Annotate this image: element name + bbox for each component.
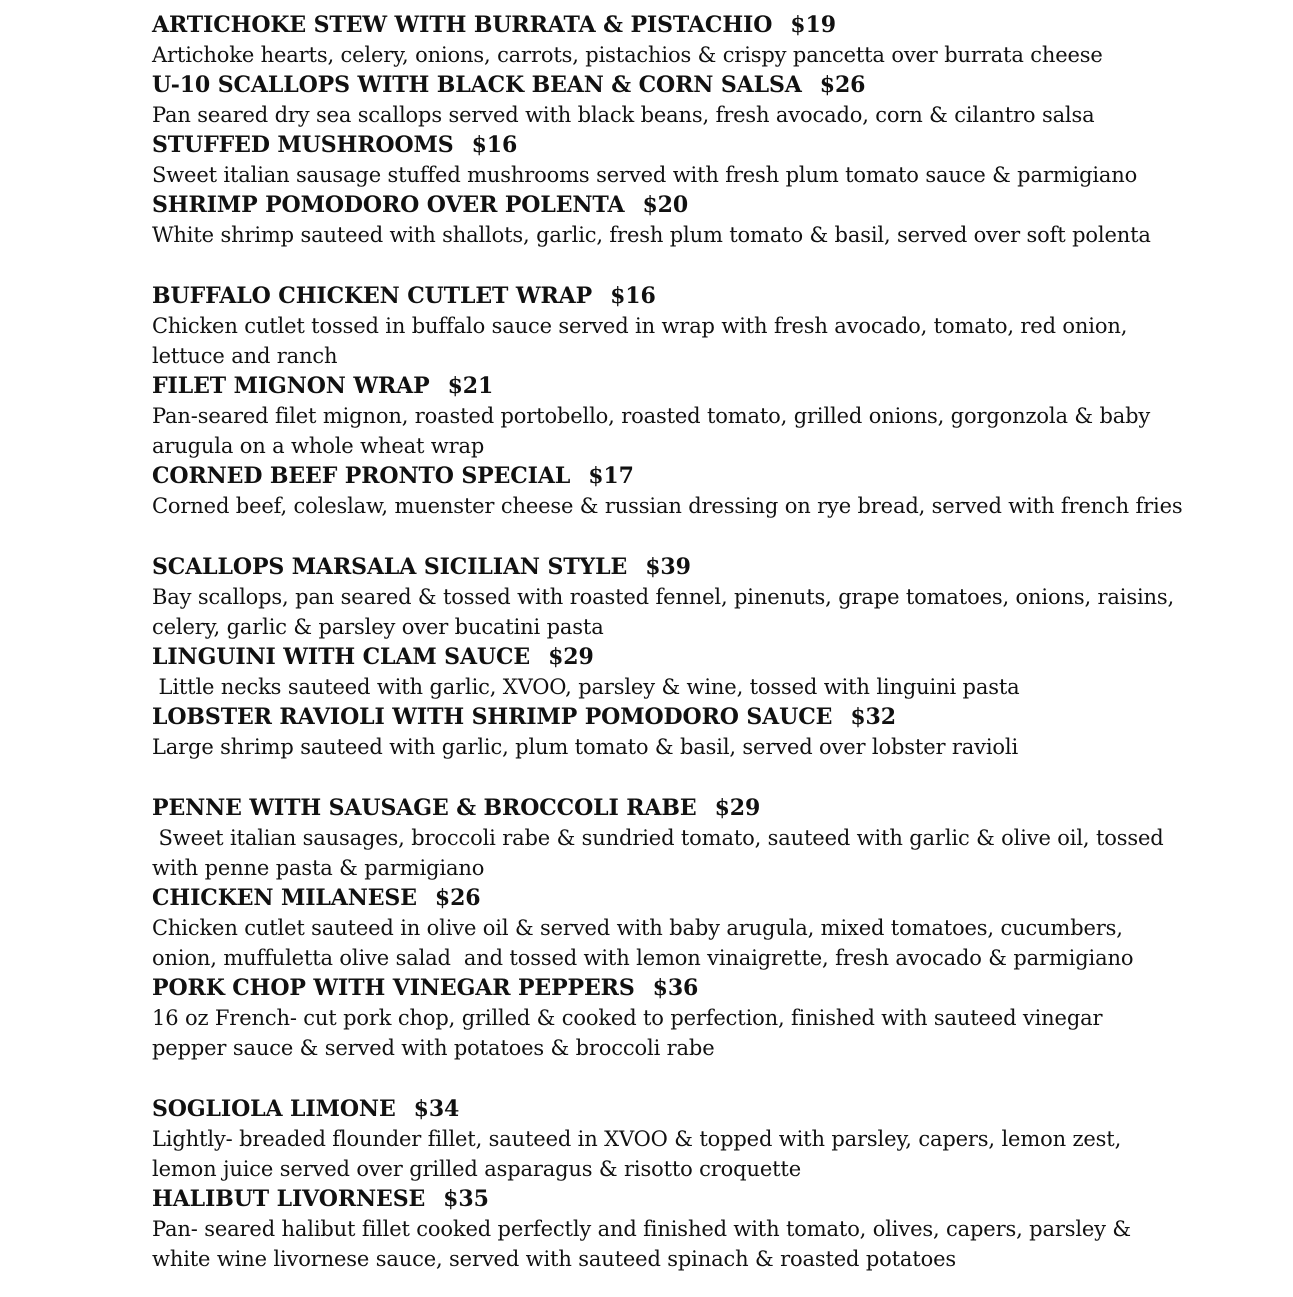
item-description: White shrimp sauteed with shallots, garlic, fresh plum tomato & basil, served over soft polenta <box>152 223 1151 247</box>
item-name: ARTICHOKE STEW WITH BURRATA & PISTACHIO <box>152 12 773 38</box>
item-description: Bay scallops, pan seared & tossed with roasted fennel, pinenuts, grape tomatoes, onions, raisins, celery, garlic & parsley over bucatini pasta <box>152 585 1175 639</box>
item-title <box>152 552 1262 582</box>
item-title <box>152 190 1262 220</box>
item-title <box>152 973 1262 1003</box>
item-price: $35 <box>443 1186 489 1212</box>
item-title <box>152 883 1262 913</box>
item-name: SCALLOPS MARSALA SICILIAN STYLE <box>152 554 628 580</box>
menu-item <box>152 190 1262 250</box>
menu-section <box>152 1094 1262 1274</box>
item-name: PORK CHOP WITH VINEGAR PEPPERS <box>152 975 635 1001</box>
item-price: $16 <box>610 283 656 309</box>
section-spacer <box>152 521 1262 552</box>
menu-item <box>152 1094 1262 1184</box>
item-description: Chicken cutlet sauteed in olive oil & served with baby arugula, mixed tomatoes, cucumbers, onion, muffuletta olive salad and tossed with lemon vinaigrette, fresh avocado & parmigiano <box>152 916 1134 970</box>
menu-item <box>152 70 1262 130</box>
menu-item <box>152 793 1262 883</box>
menu-item <box>152 10 1262 70</box>
item-name: U-10 SCALLOPS WITH BLACK BEAN & CORN SALSA <box>152 72 802 98</box>
item-title <box>152 1094 1262 1124</box>
item-description: Sweet italian sausage stuffed mushrooms served with fresh plum tomato sauce & parmigiano <box>152 163 1138 187</box>
item-name: SHRIMP POMODORO OVER POLENTA <box>152 192 625 218</box>
menu-section <box>152 281 1262 521</box>
item-name: CHICKEN MILANESE <box>152 885 417 911</box>
section-spacer <box>152 1063 1262 1094</box>
item-price: $20 <box>642 192 689 218</box>
section-spacer <box>152 250 1262 281</box>
item-price: $19 <box>790 12 836 38</box>
menu-list <box>152 10 1262 1274</box>
menu-section <box>152 552 1262 762</box>
item-description: Chicken cutlet tossed in buffalo sauce served in wrap with fresh avocado, tomato, red onion, lettuce and ranch <box>152 314 1128 368</box>
menu-item <box>152 461 1262 521</box>
item-description: Large shrimp sauteed with garlic, plum tomato & basil, served over lobster ravioli <box>152 735 1019 759</box>
item-price: $34 <box>413 1096 460 1122</box>
menu-item <box>152 883 1262 973</box>
item-price: $29 <box>714 795 761 821</box>
item-name: CORNED BEEF PRONTO SPECIAL <box>152 463 571 489</box>
item-price: $17 <box>588 463 634 489</box>
menu-item <box>152 642 1262 702</box>
item-title <box>152 371 1262 401</box>
item-name: HALIBUT LIVORNESE <box>152 1186 426 1212</box>
item-title <box>152 130 1262 160</box>
item-description: Little necks sauteed with garlic, XVOO, parsley & wine, tossed with linguini pasta <box>152 675 1020 699</box>
item-description: Sweet italian sausages, broccoli rabe & sundried tomato, sauteed with garlic & olive oil, tossed with penne pasta & parmigiano <box>152 826 1164 880</box>
item-name: SOGLIOLA LIMONE <box>152 1096 396 1122</box>
section-spacer <box>152 762 1262 793</box>
item-description: Pan- seared halibut fillet cooked perfectly and finished with tomato, olives, capers, parsley & white wine livornese sauce, served with sauteed spinach & roasted potatoes <box>152 1217 1131 1271</box>
item-price: $39 <box>645 554 691 580</box>
item-description: Artichoke hearts, celery, onions, carrots, pistachios & crispy pancetta over burrata cheese <box>152 43 1103 67</box>
item-price: $26 <box>819 72 866 98</box>
item-title <box>152 70 1262 100</box>
item-name: PENNE WITH SAUSAGE & BROCCOLI RABE <box>152 795 697 821</box>
menu-item <box>152 702 1262 762</box>
menu-item <box>152 371 1262 461</box>
item-description: Corned beef, coleslaw, muenster cheese & russian dressing on rye bread, served with french fries <box>152 494 1183 518</box>
item-title <box>152 10 1262 40</box>
item-price: $21 <box>447 373 494 399</box>
item-title <box>152 281 1262 311</box>
item-title <box>152 793 1262 823</box>
item-description: Pan-seared filet mignon, roasted portobello, roasted tomato, grilled onions, gorgonzola & baby arugula on a whole wheat wrap <box>152 404 1151 458</box>
item-title <box>152 642 1262 672</box>
item-title <box>152 1184 1262 1214</box>
item-name: BUFFALO CHICKEN CUTLET WRAP <box>152 283 593 309</box>
item-price: $36 <box>652 975 699 1001</box>
menu-item <box>152 552 1262 642</box>
menu-item <box>152 1184 1262 1274</box>
item-name: FILET MIGNON WRAP <box>152 373 430 399</box>
item-name: STUFFED MUSHROOMS <box>152 132 454 158</box>
menu-item <box>152 973 1262 1063</box>
menu-section <box>152 10 1262 250</box>
item-name: LOBSTER RAVIOLI WITH SHRIMP POMODORO SAUCE <box>152 704 833 730</box>
menu-item <box>152 281 1262 371</box>
menu-section <box>152 793 1262 1063</box>
item-price: $16 <box>471 132 518 158</box>
item-price: $29 <box>548 644 594 670</box>
item-price: $26 <box>434 885 481 911</box>
menu-item <box>152 130 1262 190</box>
item-title <box>152 461 1262 491</box>
item-description: Pan seared dry sea scallops served with black beans, fresh avocado, corn & cilantro salsa <box>152 103 1095 127</box>
item-description: 16 oz French- cut pork chop, grilled & cooked to perfection, finished with sauteed vinegar pepper sauce & served with potatoes & broccoli rabe <box>152 1006 1103 1060</box>
item-name: LINGUINI WITH CLAM SAUCE <box>152 644 531 670</box>
item-description: Lightly- breaded flounder fillet, sauteed in XVOO & topped with parsley, capers, lemon zest, lemon juice served over grilled asparagus & risotto croquette <box>152 1127 1122 1181</box>
item-title <box>152 702 1262 732</box>
item-price: $32 <box>850 704 896 730</box>
